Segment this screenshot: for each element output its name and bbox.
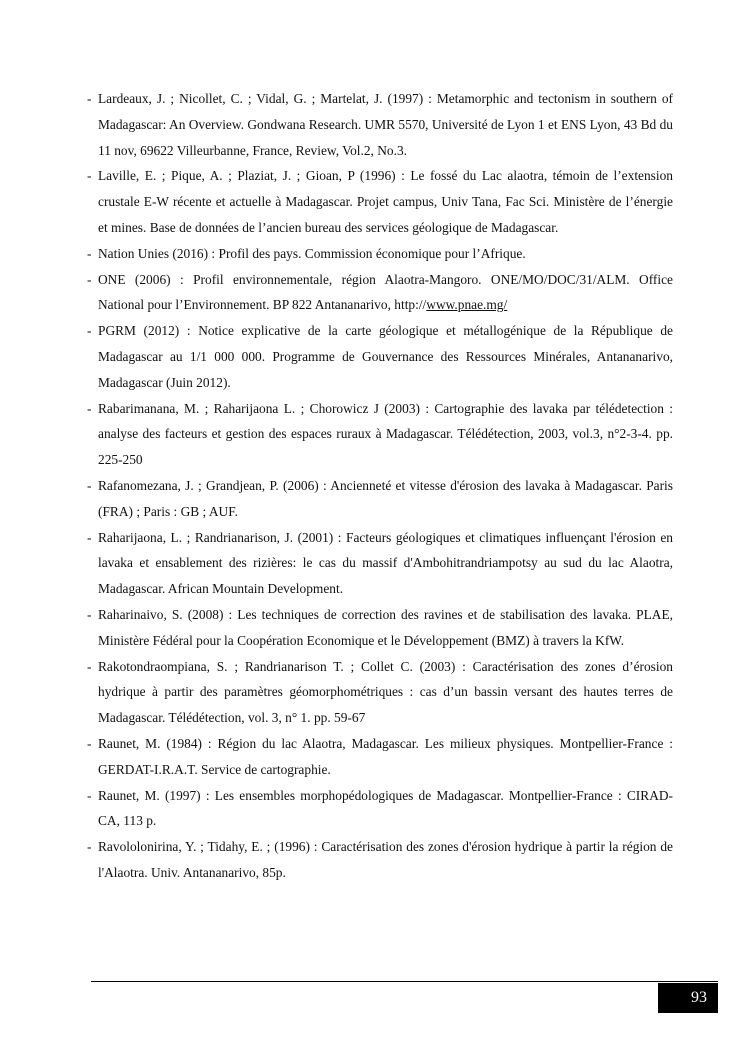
reference-item (87, 396, 673, 473)
bullet-dash: - (87, 658, 92, 674)
bullet-dash: - (87, 400, 92, 416)
reference-text: Raunet, M. (1984) : Région du lac Alaotra, Madagascar. Les milieux physiques. Montpellier-France : GERDAT-I.R.A.T. Service de cartographie. (98, 735, 673, 777)
reference-item (87, 267, 673, 319)
reference-text: Rakotondraompiana, S. ; Randrianarison T. ; Collet C. (2003) : Caractérisation des zones d’érosion hydrique à partir des paramètres géomorphométriques : cas d’un bassin versant des hautes terres de Madagascar. Télédétection, vol. 3, n° 1. pp. 59-67 (98, 658, 673, 726)
reference-text: Raunet, M. (1997) : Les ensembles morphopédologiques de Madagascar. Montpellier-France : CIRAD-CA, 113 p. (98, 787, 673, 829)
reference-item (87, 86, 673, 163)
bullet-dash: - (87, 323, 92, 339)
bullet-dash: - (87, 529, 92, 545)
reference-text: Lardeaux, J. ; Nicollet, C. ; Vidal, G. ; Martelat, J. (1997) : Metamorphic and tectonism in southern of Madagascar: An Overview. Gondwana Research. UMR 5570, Université de Lyon 1 et ENS Lyon, 43 Bd du 11 nov, 69622 Villeurbanne, France, Review, Vol.2, No.3. (98, 91, 673, 158)
page-number: 93 (658, 983, 718, 1013)
reference-text: Nation Unies (2016) : Profil des pays. Commission économique pour l’Afrique. (98, 245, 526, 261)
reference-text: Ravololonirina, Y. ; Tidahy, E. ; (1996) : Caractérisation des zones d'érosion hydrique à partir la région de l'Alaotra. Univ. Antananarivo, 85p. (98, 839, 673, 880)
bullet-dash: - (87, 91, 92, 106)
reference-text: Raharinaivo, S. (2008) : Les techniques de correction des ravines et de stabilisation des lavaka. PLAE, Ministère Fédéral pour la Coopération Economique et le Développement (BMZ) à travers la KfW. (98, 606, 673, 648)
reference-item (87, 525, 673, 602)
bullet-dash: - (87, 735, 92, 751)
reference-text: Rabarimanana, M. ; Raharijaona L. ; Chorowicz J (2003) : Cartographie des lavaka par télédetection : analyse des facteurs et gestion des espaces ruraux à Madagascar. Télédétection, 2003, vol.3, n°2-3-4. pp. 225-250 (98, 400, 673, 468)
reference-link[interactable]: www.pnae.mg/ (426, 297, 508, 313)
bullet-dash: - (87, 477, 92, 493)
footer-divider (91, 981, 718, 982)
bullet-dash: - (87, 168, 92, 184)
reference-list (87, 86, 673, 886)
reference-item (87, 163, 673, 240)
reference-item (87, 241, 673, 267)
bullet-dash: - (87, 787, 92, 803)
reference-text: Raharijaona, L. ; Randrianarison, J. (2001) : Facteurs géologiques et climatiques influençant l'érosion en lavaka et ensablement des rizières: le cas du massif d'Ambohitrandriampotsy au sud du lac Alaotra, Madagascar. African Mountain Development. (98, 529, 673, 597)
reference-text: PGRM (2012) : Notice explicative de la carte géologique et métallogénique de la République de Madagascar au 1/1 000 000. Programme de Gouvernance des Ressources Minérales, Antananarivo, Madagascar (Juin 2012). (98, 323, 673, 390)
reference-item (87, 602, 673, 654)
reference-item (87, 318, 673, 395)
bullet-dash: - (87, 271, 92, 287)
bullet-dash: - (87, 839, 92, 855)
bullet-dash: - (87, 606, 92, 622)
reference-text: Rafanomezana, J. ; Grandjean, P. (2006) : Ancienneté et vitesse d'érosion des lavaka à Madagascar. Paris (FRA) ; Paris : GB ; AUF. (98, 477, 673, 519)
reference-item (87, 731, 673, 783)
reference-item (87, 654, 673, 731)
reference-item (87, 783, 673, 835)
reference-text: Laville, E. ; Pique, A. ; Plaziat, J. ; Gioan, P (1996) : Le fossé du Lac alaotra, témoin de l’extension crustale E-W récente et actuelle à Madagascar. Projet campus, Univ Tana, Fac Sci. Ministère de l’énergie et mines. Base de données de l’ancien bureau des services géologique de Madagascar. (98, 168, 673, 235)
bullet-dash: - (87, 245, 92, 261)
reference-item (87, 473, 673, 525)
reference-text: ONE (2006) : Profil environnementale, région Alaotra-Mangoro. ONE/MO/DOC/31/ALM. Office National pour l’Environnement. BP 822 Antananarivo, http:// (98, 271, 673, 313)
reference-item (87, 834, 673, 886)
